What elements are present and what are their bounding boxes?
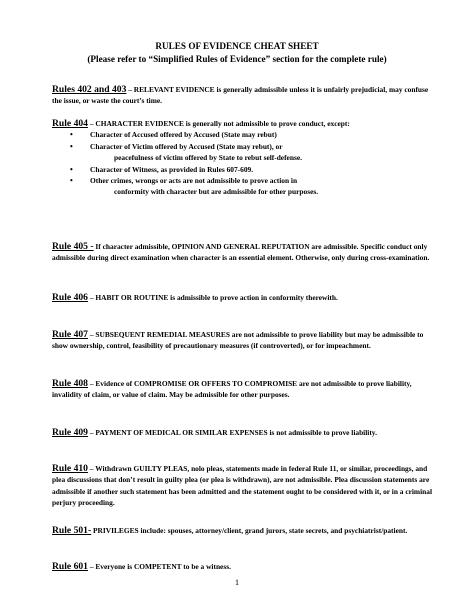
document-header [0, 40, 474, 65]
rule-text: – Evidence of COMPROMISE OR OFFERS TO COMPROMISE are not admissible to prove liability, invalidity of claim, or value of claim. May be admissible for other purposes. [52, 379, 412, 400]
rule-title: Rule 409 [52, 427, 88, 438]
rule-409 [52, 427, 432, 438]
rule-title: Rule 407 [52, 329, 88, 340]
list-item: • Character of Witness, as provided in Rules 607-609. [70, 164, 432, 175]
rule-title: Rule 601 [52, 561, 88, 572]
rule-title: Rule 501- [52, 525, 92, 536]
rule-text: – HABIT OR ROUTINE is admissible to prove action in conformity therewith. [87, 293, 338, 302]
rule-501 [52, 525, 432, 536]
rule-407 [52, 329, 432, 352]
rule-408 [52, 378, 432, 401]
rule-text: – SUBSEQUENT REMEDIAL MEASURES are not admissible to prove liability but may be admissible to show ownership, control, feasibility of precautionary measures (if controverted), or for impeachment. [52, 330, 424, 351]
rule-402-403 [52, 84, 432, 107]
list-item: • Character of Accused offered by Accused (State may rebut) [70, 129, 432, 140]
rule-title: Rule 404 [52, 118, 88, 129]
rule-text: – CHARACTER EVIDENCE is generally not admissible to prove conduct, except: [87, 119, 350, 128]
rule-410 [52, 463, 432, 509]
rule-title: Rule 405 - [52, 241, 94, 252]
rule-406 [52, 292, 432, 303]
rule-title: Rule 406 [52, 292, 88, 303]
page-number: 1 [234, 577, 240, 587]
rule-text: – PAYMENT OF MEDICAL OR SIMILAR EXPENSES is not admissible to prove liability. [87, 428, 377, 437]
rule-text: PRIVILEGES include: spouses, attorney/client, grand jurors, state secrets, and psychiatrist/patient. [91, 526, 408, 535]
rule-404 [52, 118, 432, 198]
rule-title: Rule 408 [52, 378, 88, 389]
rule-text: – RELEVANT EVIDENCE is generally admissible unless it is unfairly prejudicial, may confuse the issue, or waste the court’s time. [52, 85, 429, 106]
page-title: RULES OF EVIDENCE CHEAT SHEET [155, 41, 319, 51]
list-item: • Other crimes, wrongs or acts are not admissible to prove action in conformity with character but are admissible for other purposes. [70, 175, 432, 198]
rule-title: Rule 410 [52, 463, 88, 474]
rule-text: If character admissible, OPINION AND GENERAL REPUTATION are admissible. Specific conduct only admissible during direct examination when character is an essential element. Otherwise, only during cross-examination. [52, 242, 430, 263]
rule-text: – Withdrawn GUILTY PLEAS, nolo pleas, statements made in federal Rule 11, or similar, proceedings, and plea discussions that don’t result in guilty plea (or plea is withdrawn), are not admissible. Plea discussion statements are admissible if another such statement has been admitted and the statement ought to be considered with it, or in a criminal perjury proceeding. [52, 464, 433, 508]
rule-405 [52, 241, 432, 264]
page-subtitle: (Please refer to “Simplified Rules of Evidence” section for the complete rule) [87, 53, 387, 64]
rule-601 [52, 561, 432, 572]
rule-title: Rules 402 and 403 [52, 84, 127, 95]
rule-text: – Everyone is COMPETENT to be a witness. [87, 562, 231, 571]
list-item: • Character of Victim offered by Accused (State may rebut), or peacefulness of victim offered by State to rebut self-defense. [70, 141, 432, 164]
exceptions-list [52, 129, 432, 197]
